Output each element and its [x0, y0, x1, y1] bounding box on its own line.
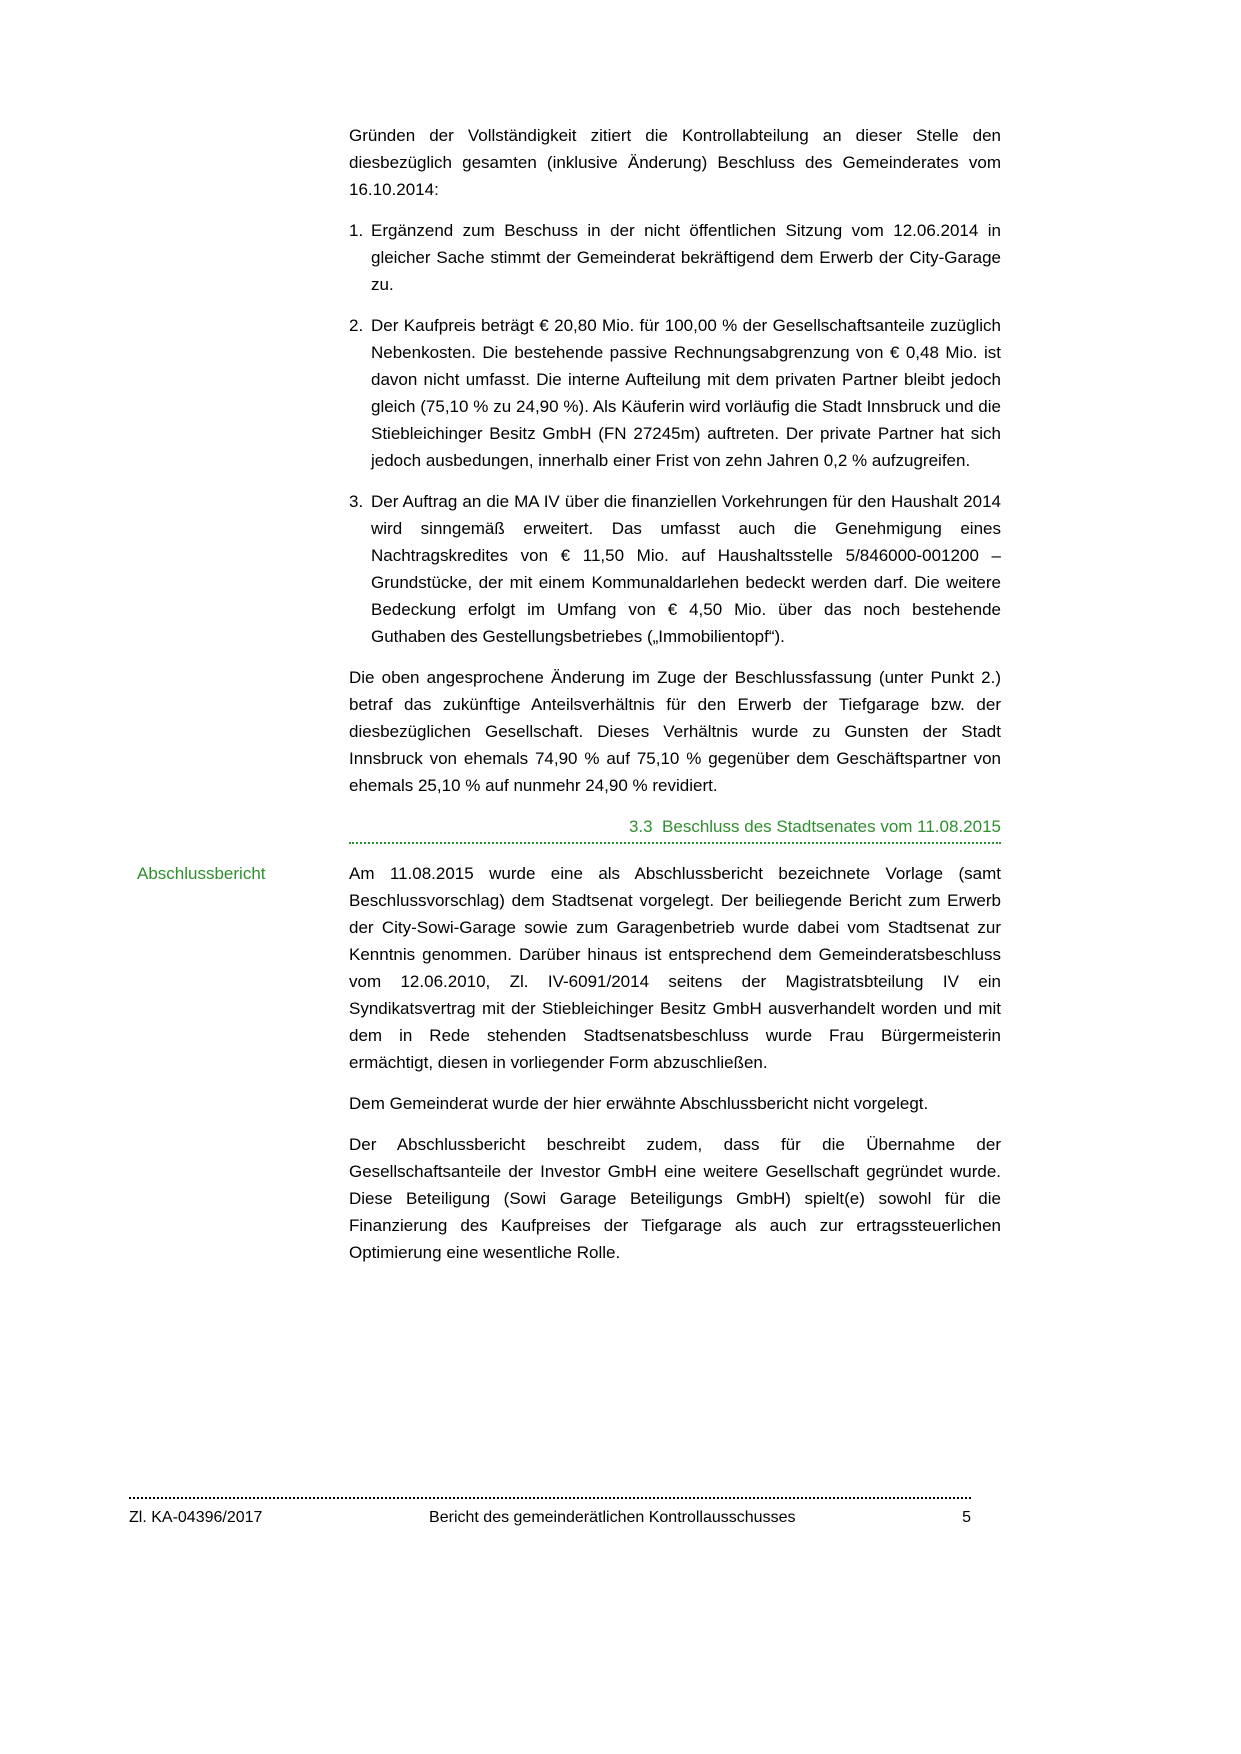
main-text-column — [137, 122, 1001, 1280]
list-item-number: 2. — [349, 316, 364, 335]
footer-title: Bericht des gemeinderätlichen Kontrollausschusses — [429, 1509, 796, 1526]
numbered-list — [349, 217, 1001, 650]
paragraph-beteiligung: Der Abschlussbericht beschreibt zudem, dass für die Übernahme der Gesellschaftsanteile der Investor GmbH eine weitere Gesellschaft gegründet wurde. Diese Beteiligung (Sowi Garage Beteiligungs GmbH) spielt(e) sowohl für die Finanzierung des Kaufpreises der Tiefgarage als auch zur ertragssteuerlichen Optimierung eine wesentliche Rolle. — [349, 1135, 1001, 1262]
paragraph-after-list: Die oben angesprochene Änderung im Zuge der Beschlussfassung (unter Punkt 2.) betraf das zukünftige Anteilsverhältnis für den Erwerb der Tiefgarage bzw. der diesbezüglichen Gesellschaft. Dieses Verhältnis wurde zu Gunsten der Stadt Innsbruck von ehemals 74,90 % auf 75,10 % gegenüber dem Geschäftspartner von ehemals 25,10 % auf nunmehr 24,90 % revidiert. — [349, 668, 1001, 795]
list-item-number: 1. — [349, 221, 364, 240]
abschlussbericht-block — [137, 860, 1001, 1076]
list-item-number: 3. — [349, 492, 364, 511]
list-item — [349, 488, 1001, 650]
list-item-text: Der Auftrag an die MA IV über die finanziellen Vorkehrungen für den Haushalt 2014 wird sinngemäß erweitert. Das umfasst auch die Genehmigung eines Nachtragskredites von € 11,50 Mio. auf Haushaltsstelle 5/846000-001200 – Grundstücke, der mit einem Kommunaldarlehen bedeckt werden darf. Die weitere Bedeckung erfolgt im Umfang von € 4,50 Mio. über das noch bestehende Guthaben des Gestellungsbetriebes („Immobilientopf“). — [371, 492, 1001, 646]
page-footer — [129, 1497, 971, 1528]
paragraph-gemeinderat: Dem Gemeinderat wurde der hier erwähnte Abschlussbericht nicht vorgelegt. — [349, 1094, 929, 1113]
list-item — [349, 217, 1001, 298]
footer-row — [129, 1499, 971, 1528]
section-heading: 3.3 Beschluss des Stadtsenates vom 11.08.2015 — [628, 817, 1001, 836]
paragraph-abschlussbericht: Am 11.08.2015 wurde eine als Abschlussbericht bezeichnete Vorlage (samt Beschlussvorschlag) dem Stadtsenat vorgelegt. Der beiliegende Bericht zum Erwerb der City-Sowi-Garage sowie zum Garagenbetrieb wurde dabei vom Stadtsenat zur Kenntnis genommen. Darüber hinaus ist entsprechend dem Gemeinderatsbeschluss vom 12.06.2010, Zl. IV-6091/2014 seitens der Magistratsbteilung IV ein Syndikatsvertrag mit der Stiebleichinger Besitz GmbH ausverhandelt worden und mit dem in Rede stehenden Stadtsenatsbeschluss wurde Frau Bürgermeisterin ermächtigt, diesen in vorliegender Form abzuschließen. — [349, 864, 1001, 1072]
footer-page-number: 5 — [962, 1509, 971, 1526]
margin-label: Abschlussbericht — [137, 864, 266, 883]
section-underline — [349, 842, 1001, 844]
list-item-text: Ergänzend zum Beschuss in der nicht öffentlichen Sitzung vom 12.06.2014 in gleicher Sache stimmt der Gemeinderat bekräftigend dem Erwerb der City-Garage zu. — [371, 221, 1001, 294]
list-item — [349, 312, 1001, 474]
intro-paragraph: Gründen der Vollständigkeit zitiert die Kontrollabteilung an dieser Stelle den diesbezüglich gesamten (inklusive Änderung) Beschluss des Gemeinderates vom 16.10.2014: — [349, 126, 1001, 199]
section-heading-block — [349, 813, 1001, 844]
footer-reference: Zl. KA-04396/2017 — [129, 1509, 263, 1526]
list-item-text: Der Kaufpreis beträgt € 20,80 Mio. für 100,00 % der Gesellschaftsanteile zuzüglich Nebenkosten. Die bestehende passive Rechnungsabgrenzung von € 0,48 Mio. ist davon nicht umfasst. Die interne Aufteilung mit dem privaten Partner bleibt jedoch gleich (75,10 % zu 24,90 %). Als Käuferin wird vorläufig die Stadt Innsbruck und die Stiebleichinger Besitz GmbH (FN 27245m) auftreten. Der private Partner hat sich jedoch ausbedungen, innerhalb einer Frist von zehn Jahren 0,2 % aufzugreifen. — [371, 316, 1001, 470]
